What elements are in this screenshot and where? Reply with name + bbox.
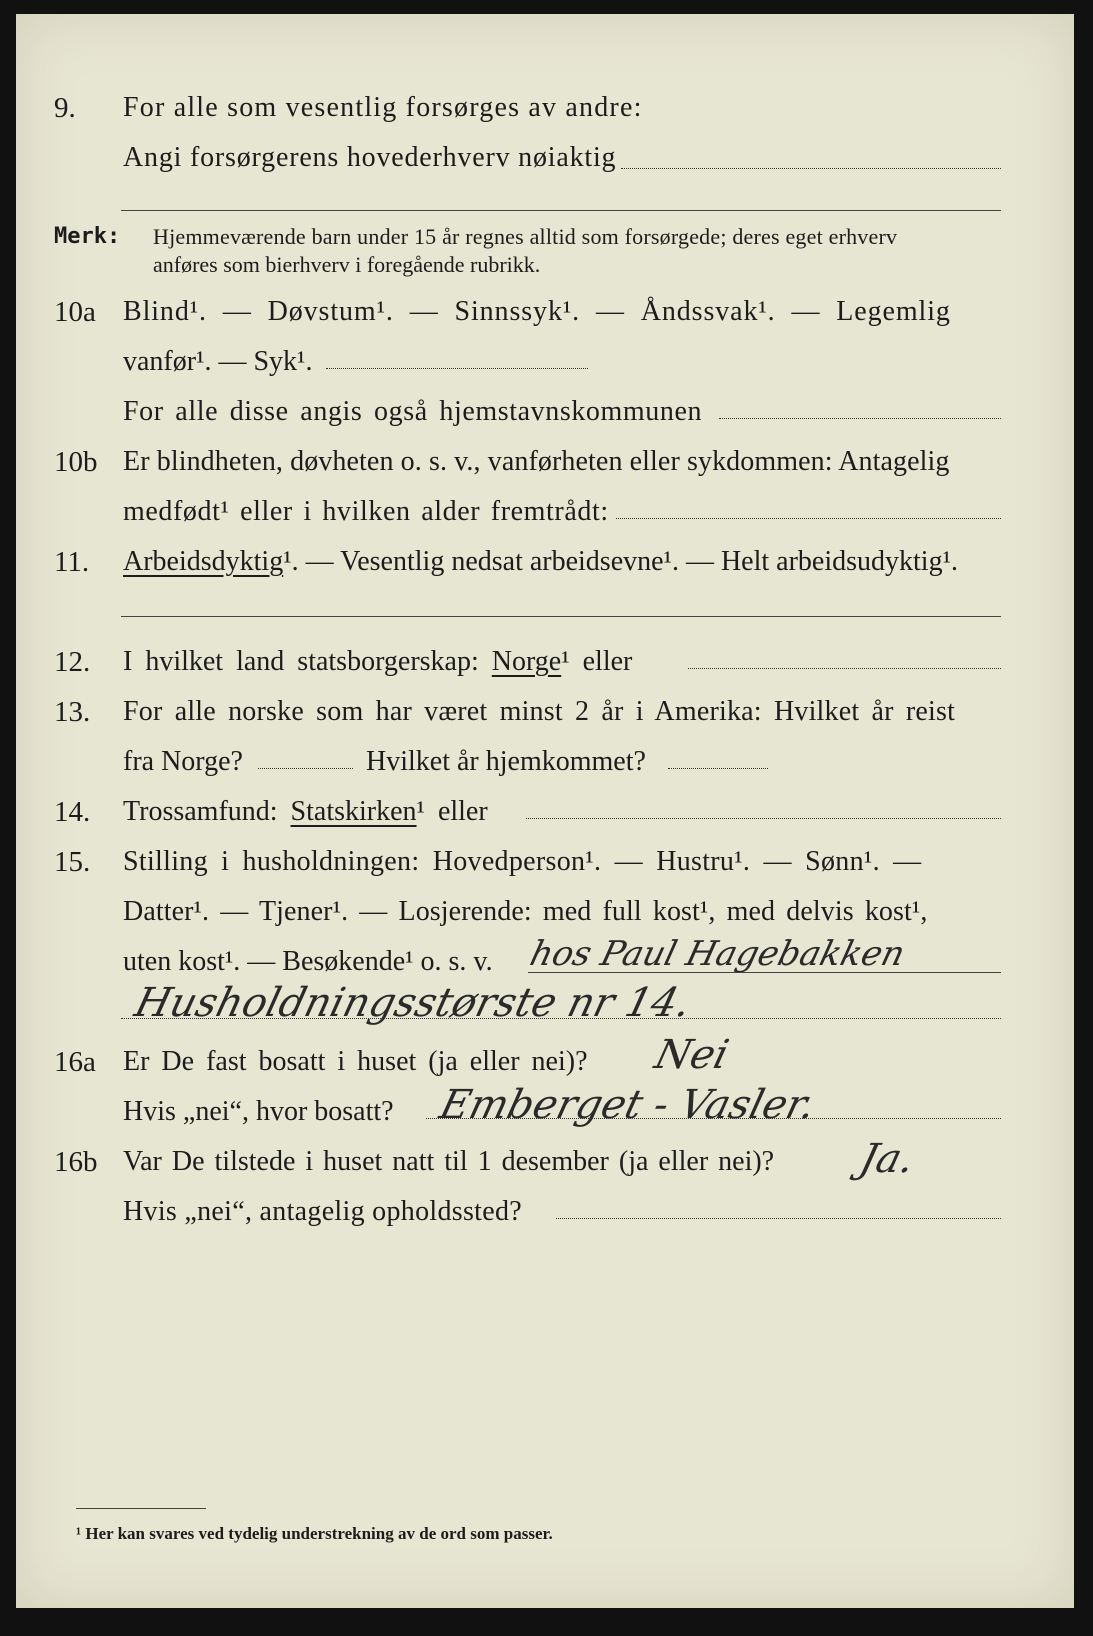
question-text-after: ¹ eller [561,646,633,677]
question-text: Er blindheten, døvheten o. s. v., vanførheten eller sykdommen: Antagelig [123,446,950,477]
answer-line [616,518,1001,519]
question-number: 9. [54,92,76,124]
question-text: Blind¹. — Døvstum¹. — Sinnssyk¹. — Åndssvak¹. — Legemlig [123,296,951,327]
answer-line [121,210,1001,211]
question-text: For alle disse angis også hjemstavnskommunen [123,396,703,427]
selected-option: Statskirken [290,796,417,827]
question-number: 10a [54,296,96,328]
answer-line [121,616,1001,617]
question-text [123,798,488,826]
question-text [123,648,632,676]
answer-line [426,1118,1001,1119]
note-label: Merk: [54,224,121,249]
census-form-page [16,14,1074,1608]
answer-line [621,168,1001,169]
answer-line [121,1018,1001,1019]
selected-option: Norge [491,646,562,677]
note-text: anføres som bierhverv i foregående rubrikk. [153,252,541,277]
question-text: Hvis „nei“, hvor bosatt? [123,1096,394,1127]
question-text: Datter¹. — Tjener¹. — Losjerende: med full kost¹, med delvis kost¹, [123,896,928,927]
handwritten-answer: Emberget - Vasler. [435,1082,821,1128]
answer-line [668,768,768,769]
footnote: ¹ Her kan svares ved tydelig understrekning av de ord som passer. [76,1524,553,1543]
question-text: vanfør¹. — Syk¹. [123,346,313,377]
question-text: Er De fast bosatt i huset (ja eller nei)? [123,1046,588,1077]
footnote-rule [76,1508,206,1509]
question-text: Stilling i husholdningen: Hovedperson¹. — Hustru¹. — Sønn¹. — [123,846,922,877]
question-text: Hvilket år hjemkommet? [366,746,646,777]
question-number: 10b [54,446,98,478]
handwritten-answer: Husholdningsstørste nr 14. [130,980,696,1026]
selected-option: Arbeidsdyktig [123,546,284,577]
question-number: 14. [54,796,91,828]
question-number: 16a [54,1046,96,1078]
question-number: 12. [54,646,91,678]
question-text: Angi forsørgerens hovederhverv nøiaktig [123,142,617,173]
question-text-after: ¹ eller [416,796,488,827]
handwritten-answer: Ja. [855,1136,920,1182]
question-text-before: Trossamfund: [123,796,278,827]
question-text: Var De tilstede i huset natt til 1 desember (ja eller nei)? [123,1146,775,1177]
question-text-before: I hvilket land statsborgerskap: [123,646,479,677]
question-number: 11. [54,546,90,578]
question-text: For alle som vesentlig forsørges av andre: [123,92,643,123]
question-text-rest: ¹. — Vesentlig nedsat arbeidsevne¹. — Helt arbeidsudyktig¹. [283,546,958,577]
question-text: Hvis „nei“, antagelig opholdssted? [123,1196,522,1227]
question-text: medfødt¹ eller i hvilken alder fremtrådt: [123,496,609,527]
question-text: For alle norske som har været minst 2 år i Amerika: Hvilket år reist [123,696,956,727]
question-text: fra Norge? [123,746,243,777]
note-text: Hjemmeværende barn under 15 år regnes alltid som forsørgede; deres eget erhverv [153,224,898,249]
answer-line [528,972,1001,973]
question-text [123,548,958,576]
answer-line [258,768,353,769]
answer-line [556,1218,1001,1219]
answer-line [688,668,1001,669]
question-text: uten kost¹. — Besøkende¹ o. s. v. [123,946,493,977]
answer-line [526,818,1001,819]
question-number: 13. [54,696,91,728]
question-number: 16b [54,1146,98,1178]
answer-line [326,368,588,369]
question-number: 15. [54,846,91,878]
answer-line [719,418,1001,419]
handwritten-answer: Nei [650,1032,734,1078]
handwritten-answer: hos Paul Hagebakken [526,934,909,974]
